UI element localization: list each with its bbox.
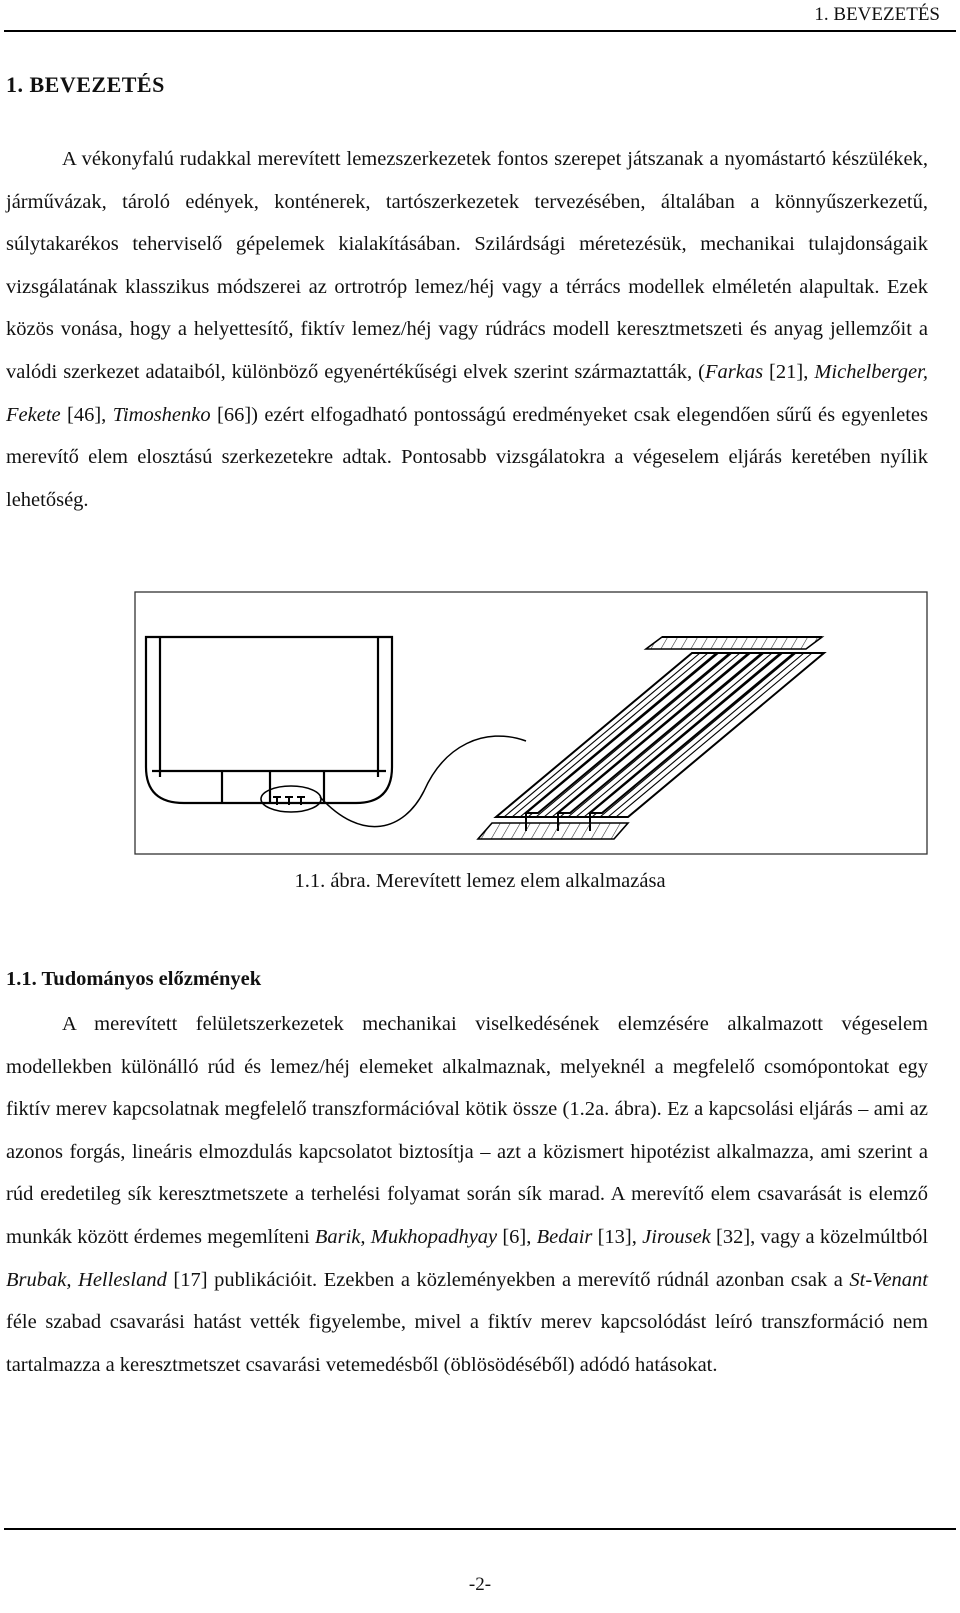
section-text-f: féle szabad csavarási hatást vették figyelembe, mivel a fiktív merev kapcsolódást leíró transzformáció nem tartalmazza a keresztmetszet csavarási vetemedésből (öblösödéséből) adódó hatásokat. [6,1311,928,1376]
intro-text-c: [46], [60,403,113,426]
citation-author-bedair: Bedair [536,1225,593,1248]
stiffened-plate [496,653,824,831]
section-text-b: [6], [497,1225,537,1248]
citation-author-timoshenko: Timoshenko [112,403,211,426]
stiffened-plate-figure [134,591,928,855]
intro-text-d: [66]) ezért elfogadható pontosságú eredményeket csak elegendően sűrű és egyenletes merevítő elem elosztású szerkezetekre adtak. Pontosabb vizsgálatokra a végeselem eljárás keretében nyílik lehetőség. [6,403,928,511]
section-text-d: [32], vagy a közelmúltból [710,1225,929,1248]
citation-author-farkas: Farkas [705,360,764,383]
hull-cross-section [146,637,392,803]
section-text-a: A merevített felületszerkezetek mechanikai viselkedésének elemzésére alkalmazott végeselem modellekben különálló rúd és lemez/héj elemeket alkalmaznak, melyeknél a megfelelő csomópontokat egy fiktív merev kapcsolatnak megfelelő transzformációval kötik össze (1.2a. ábra). Ez a kapcsolási eljárás – ami az azonos forgás, lineáris elmozdulás kapcsolatot biztosítja – azt a közismert hipotézist alkalmazza, ami szerint a rúd eredetileg sík keresztmetszete a terhelési folyamat során sík marad. A merevítő elem csavarását is elemző munkák között érdemes megemlíteni [6,1013,928,1248]
section-title: 1.1. Tudományos előzmények [6,968,262,990]
citation-author-brubak: Brubak, Hellesland [6,1268,167,1291]
section-text-e: [17] publikációit. Ezekben a közleményekben a merevítő rúdnál azonban csak a [166,1268,850,1291]
page-number: -2- [468,1574,492,1595]
intro-paragraph [6,138,928,521]
detail-stiffeners [273,797,305,805]
citation-author-jirousek: Jirousek [642,1225,711,1248]
figure-caption: 1.1. ábra. Merevített lemez elem alkalmazása [294,870,666,892]
lower-support-hatching [478,823,628,839]
intro-text-a: A vékonyfalú rudakkal merevített lemezszerkezetek fontos szerepet játszanak a nyomástartó készülékek, járművázak, tároló edények, konténerek, tartószerkezetek tervezésében, általában a könnyűszerkezetű, súlytakarékos teherviselő gépelemek kialakításában. Szilárdsági méretezésük, mechanikai tulajdonságaik vizsgálatának klasszikus módszerei az ortrotróp lemez/héj vagy a térrács modellek elméletén alapultak. Ezek közös vonása, hogy a helyettesítő, fiktív lemez/héj vagy rúdrács modell keresztmetszeti és anyag jellemzőit a valódi szerkezet adataiból, különböző egyenértékűségi elvek szerint származtatták, ( [6,148,928,383]
footer-rule [4,1528,956,1530]
upper-load-arrows [646,637,822,649]
connector-curve [320,736,526,827]
section-text-c: [13], [592,1225,643,1248]
intro-text-b: [21], [763,360,815,383]
citation-author-michelberger-fekete: Michelberger, Fekete [6,360,928,426]
section-paragraph [6,1003,928,1386]
term-st-venant: St-Venant [849,1268,928,1291]
citation-author-barik: Barik, Mukhopadhyay [314,1225,498,1248]
running-head: 1. BEVEZETÉS [814,4,940,25]
chapter-title: 1. BEVEZETÉS [6,72,165,97]
header-rule [4,30,956,32]
